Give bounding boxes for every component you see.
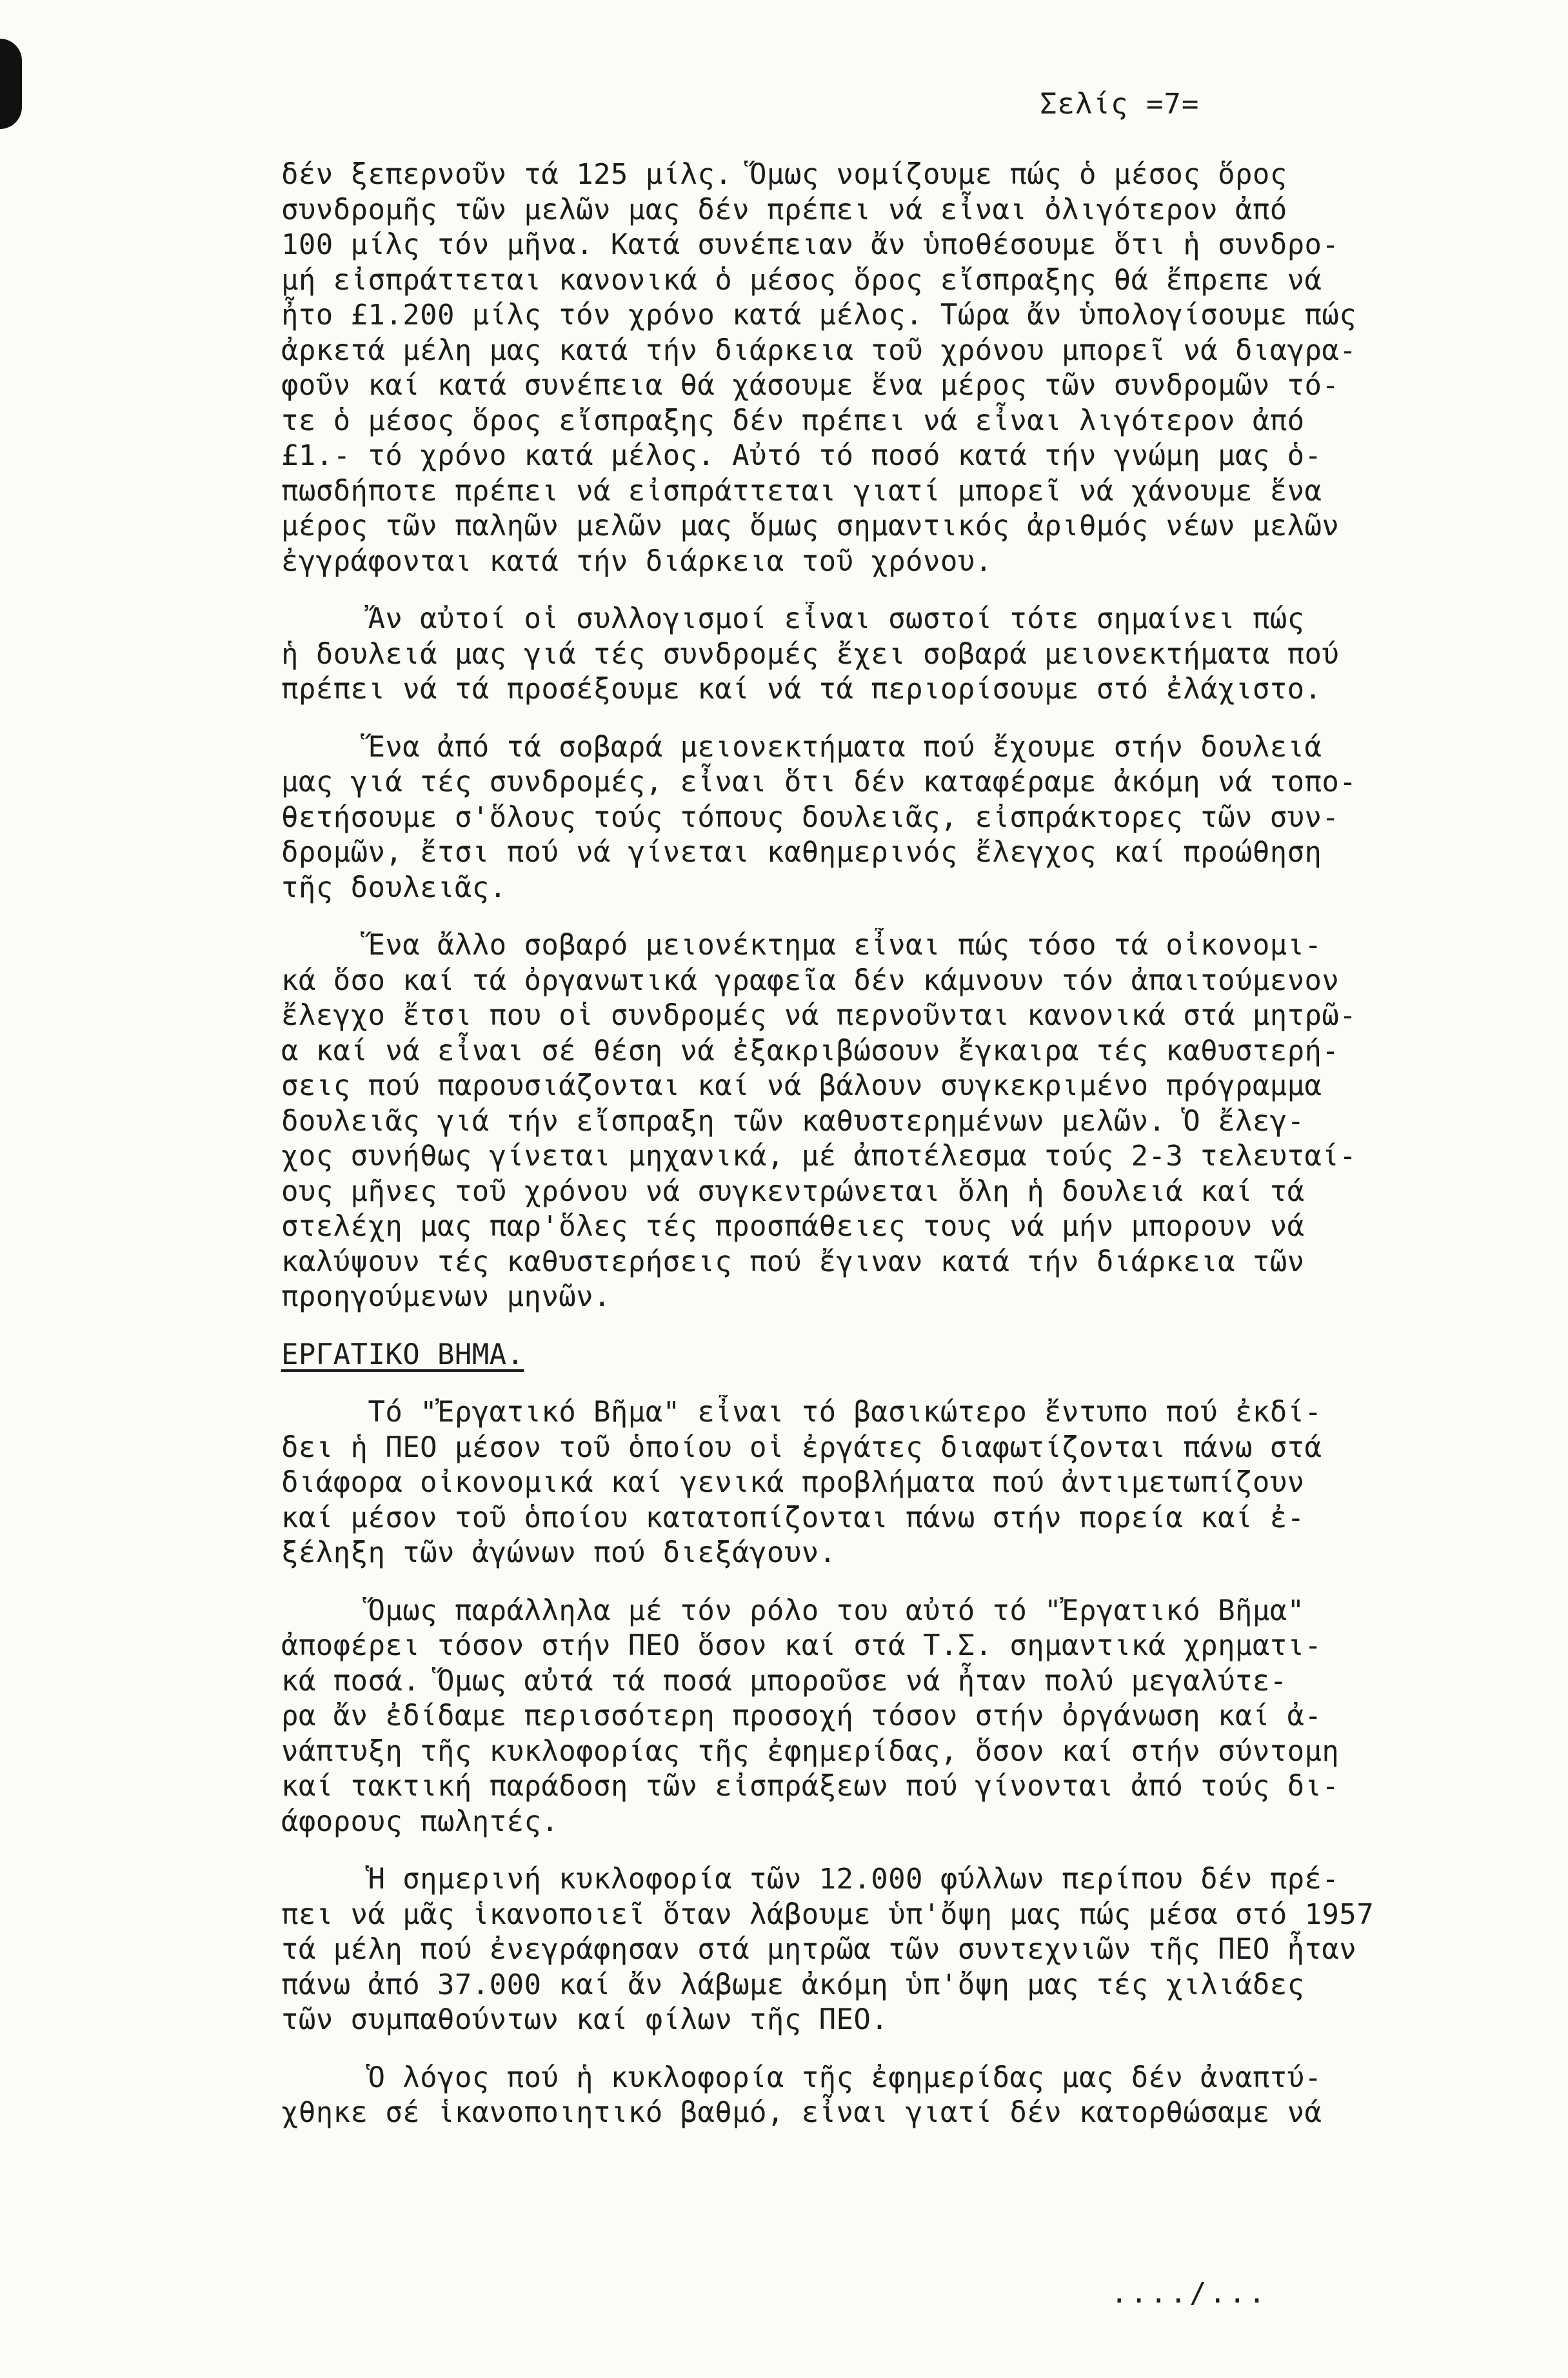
text-line: ἦτο £1.200 μίλς τόν χρόνο κατά μέλος. Τώρα ἄν ὑπολογίσουμε πώς [281, 299, 1357, 332]
text-line: σεις πού παρουσιάζονται καί νά βάλουν συγκεκριμένο πρόγραμμα [281, 1069, 1322, 1102]
text-line: ξέληξη τῶν ἀγώνων πού διεξάγουν. [281, 1536, 837, 1569]
text-line: ἐγγράφονται κατά τήν διάρκεια τοῦ χρόνου. [281, 544, 993, 578]
text-line: μέρος τῶν παληῶν μελῶν μας ὅμως σημαντικός ἀριθμός νέων μελῶν [281, 510, 1340, 542]
text-line: ἡ δουλειά μας γιά τές συνδρομές ἔχει σοβαρά μειονεκτήματα πού [281, 637, 1340, 671]
text-line: καί τακτική παράδοση τῶν εἰσπράξεων πού γίνονται ἀπό τούς δι- [281, 1770, 1340, 1803]
text-line: χθηκε σέ ἱκανοποιητικό βαθμό, εἶναι γιατί δέν κατορθώσαμε νά [281, 2096, 1322, 2129]
paragraph [281, 1594, 1513, 1840]
text-line: Ἄν αὐτοί οἱ συλλογισμοί εἶναι σωστοί τότε σημαίνει πώς [281, 602, 1305, 635]
text-line: κά ποσά. Ὅμως αὐτά τά ποσά μποροῦσε νά ἦταν πολύ μεγαλύτε- [281, 1664, 1287, 1698]
text-line: Ἡ σημερινή κυκλοφορία τῶν 12.000 φύλλων περίπου δέν πρέ- [281, 1863, 1340, 1896]
text-line: φοῦν καί κατά συνέπεια θά χάσουμε ἕνα μέρος τῶν συνδρομῶν τό- [281, 369, 1340, 402]
text-line: καί μέσον τοῦ ὁποίου κατατοπίζονται πάνω στήν πορεία καί ἐ- [281, 1501, 1305, 1534]
text-line: νάπτυξη τῆς κυκλοφορίας τῆς ἐφημερίδας, ὅσον καί στήν σύντομη [281, 1734, 1340, 1768]
scan-binding-mark [0, 39, 22, 129]
paragraph-group [281, 157, 1513, 1315]
text-line: δέν ξεπερνοῦν τά 125 μίλς. Ὅμως νομίζουμε πώς ὁ μέσος ὅρος [281, 158, 1287, 191]
text-line: ους μῆνες τοῦ χρόνου νά συγκεντρώνεται ὅλη ἡ δουλειά καί τά [281, 1174, 1305, 1208]
text-line: πρέπει νά τά προσέξουμε καί νά τά περιορίσουμε στό ἐλάχιστο. [281, 673, 1322, 706]
text-line: δει ἡ ΠΕΟ μέσον τοῦ ὁποίου οἱ ἐργάτες διαφωτίζονται πάνω στά [281, 1431, 1322, 1464]
text-line: δρομῶν, ἔτσι πού νά γίνεται καθημερινός ἔλεγχος καί προώθηση [281, 836, 1322, 869]
text-line: χος συνήθως γίνεται μηχανικά, μέ ἀποτέλεσμα τούς 2-3 τελευταί- [281, 1140, 1357, 1173]
page-number: Σελίς =7= [1040, 88, 1200, 121]
text-line: συνδρομῆς τῶν μελῶν μας δέν πρέπει νά εἶναι ὀλιγότερον ἀπό [281, 193, 1287, 226]
text-line: πει νά μᾶς ἱκανοποιεῖ ὅταν λάβουμε ὑπ'ὄψη μας πώς μέσα στό 1957 [281, 1897, 1374, 1931]
text-line: δουλειᾶς γιά τήν εἴσπραξη τῶν καθυστερημένων μελῶν. Ὁ ἔλεγ- [281, 1104, 1305, 1138]
paragraph [281, 1395, 1513, 1571]
text-line: Ὅμως παράλληλα μέ τόν ρόλο του αὐτό τό "Ἐργατικό Βῆμα" [281, 1594, 1305, 1627]
text-line: μή εἰσπράττεται κανονικά ὁ μέσος ὅρος εἴσπραξης θά ἔπρεπε νά [281, 263, 1322, 297]
text-line: τῆς δουλειᾶς. [281, 871, 507, 904]
text-line: ἀποφέρει τόσον στήν ΠΕΟ ὅσον καί στά Τ.Σ. σημαντικά χρηματι- [281, 1629, 1322, 1662]
text-line: α καί νά εἶναι σέ θέση νά ἐξακριβώσουν ἔγκαιρα τές καθυστερή- [281, 1034, 1340, 1067]
section-heading: ΕΡΓΑΤΙΚΟ ΒΗΜΑ. [281, 1338, 524, 1371]
text-line: 100 μίλς τόν μῆνα. Κατά συνέπειαν ἄν ὑποθέσουμε ὅτι ἡ συνδρο- [281, 228, 1340, 261]
text-line: τά μέλη πού ἐνεγράφησαν στά μητρῶα τῶν συντεχνιῶν τῆς ΠΕΟ ἦταν [281, 1933, 1357, 1966]
text-line: ἀρκετά μέλη μας κατά τήν διάρκεια τοῦ χρόνου μπορεῖ νά διαγρα- [281, 333, 1357, 367]
text-line: ἔλεγχο ἔτσι που οἱ συνδρομές νά περνοῦνται κανονικά στά μητρῶ- [281, 999, 1357, 1032]
text-line: διάφορα οἰκονομικά καί γενικά προβλήματα πού ἀντιμετωπίζουν [281, 1466, 1305, 1499]
paragraph [281, 928, 1513, 1315]
text-line: Ὁ λόγος πού ἡ κυκλοφορία τῆς ἐφημερίδας μας δέν ἀναπτύ- [281, 2061, 1322, 2094]
paragraph [281, 730, 1513, 906]
paragraph [281, 602, 1513, 708]
paragraph [281, 1862, 1513, 2038]
text-line: θετήσουμε σ'ὅλους τούς τόπους δουλειᾶς, εἰσπράκτορες τῶν συν- [281, 800, 1340, 834]
text-line: προηγούμενων μηνῶν. [281, 1280, 611, 1313]
text-line: Τό "Ἐργατικό Βῆμα" εἶναι τό βασικώτερο ἔντυπο πού ἐκδί- [281, 1396, 1322, 1429]
text-line: τῶν συμπαθούντων καί φίλων τῆς ΠΕΟ. [281, 2003, 889, 2036]
text-line: πωσδήποτε πρέπει νά εἰσπράττεται γιατί μπορεῖ νά χάνουμε ἕνα [281, 474, 1322, 508]
paragraph [281, 2061, 1513, 2131]
text-line: πάνω ἀπό 37.000 καί ἄν λάβωμε ἀκόμη ὑπ'ὄψη μας τές χιλιάδες [281, 1968, 1305, 2001]
text-line: Ἕνα ἄλλο σοβαρό μειονέκτημα εἶναι πώς τόσο τά οἰκονομι- [281, 929, 1322, 962]
section-paragraph-group [281, 1395, 1513, 2131]
paragraph [281, 157, 1513, 579]
text-line: £1.- τό χρόνο κατά μέλος. Αὐτό τό ποσό κατά τήν γνώμη μας ὁ- [281, 439, 1322, 472]
text-line: μας γιά τές συνδρομές, εἶναι ὅτι δέν καταφέραμε ἀκόμη νά τοπο- [281, 766, 1357, 798]
text-line: τε ὁ μέσος ὅρος εἴσπραξης δέν πρέπει νά εἶναι λιγότερον ἀπό [281, 404, 1305, 437]
text-line: ρα ἄν ἐδίδαμε περισσότερη προσοχή τόσον στήν ὀργάνωση καί ἀ- [281, 1699, 1322, 1732]
text-line: καλύψουν τές καθυστερήσεις πού ἔγιναν κατά τήν διάρκεια τῶν [281, 1245, 1305, 1278]
document-body [281, 157, 1513, 2154]
continuation-mark: ..../... [1111, 2277, 1268, 2310]
text-line: Ἕνα ἀπό τά σοβαρά μειονεκτήματα πού ἔχουμε στήν δουλειά [281, 730, 1322, 764]
text-line: κά ὅσο καί τά ὀργανωτικά γραφεῖα δέν κάμνουν τόν ἀπαιτούμενον [281, 964, 1340, 997]
text-line: στελέχη μας παρ'ὅλες τές προσπάθειες τους νά μήν μπορουν νά [281, 1210, 1305, 1243]
text-line: άφορους πωλητές. [281, 1805, 559, 1838]
